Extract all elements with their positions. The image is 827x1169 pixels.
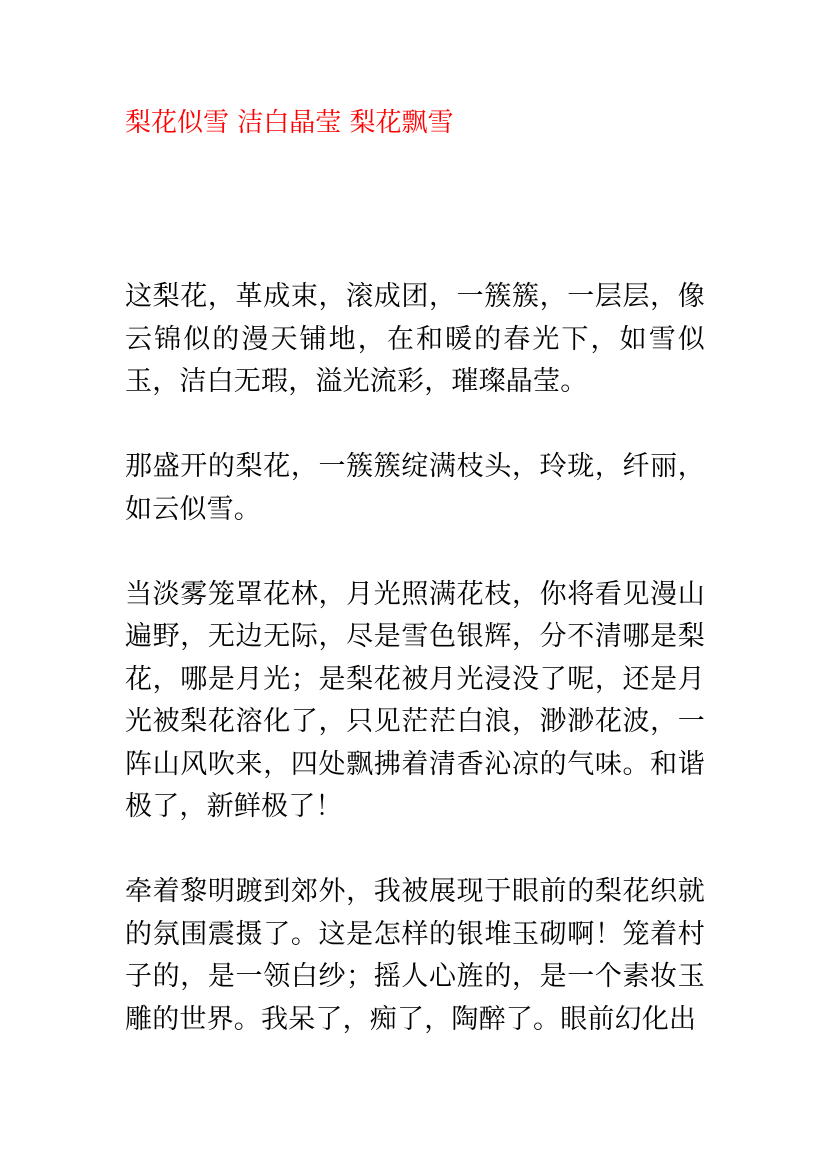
paragraph-3: 当淡雾笼罩花林，月光照满花枝，你将看见漫山遍野，无边无际，尽是雪色银辉，分不清哪是梨花，哪是月光；是梨花被月光浸没了呢，还是月光被梨花溶化了，只见茫茫白浪，渺渺花波，一阵山风吹来，四处飘拂着清香沁凉的气味。和谐极了，新鲜极了！ [125,578,705,822]
paragraph-2: 那盛开的梨花，一簇簇绽满枝头，玲珑，纤丽，如云似雪。 [125,451,705,525]
paragraph-1: 这梨花，革成束，滚成团，一簇簇，一层层，像云锦似的漫天铺地，在和暖的春光下，如雪似玉，洁白无瑕，溢光流彩，璀璨晶莹。 [125,281,705,397]
document-body [125,276,705,1084]
paragraph-4: 牵着黎明踱到郊外，我被展现于眼前的梨花织就的氛围震摄了。这是怎样的银堆玉砌啊！笼着村子的，是一领白纱；摇人心旌的，是一个素妆玉雕的世界。我呆了，痴了，陶醉了。眼前幻化出 [125,876,705,1035]
document-title: 梨花似雪 洁白晶莹 梨花飘雪 [125,108,454,138]
